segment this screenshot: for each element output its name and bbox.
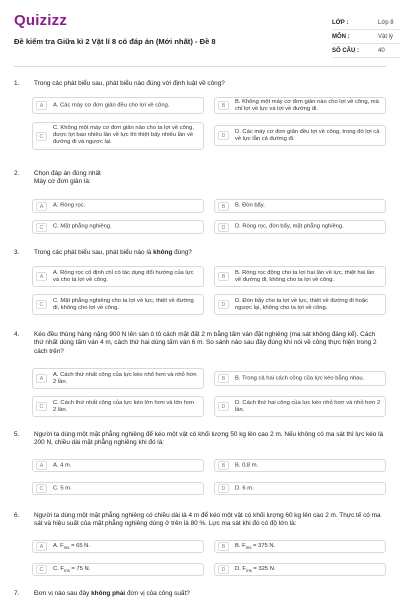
question-number: 4. xyxy=(14,331,20,338)
option-letter: B xyxy=(218,374,229,383)
option-text: C. Mặt phẳng nghiêng. xyxy=(53,223,112,230)
option-letter: A xyxy=(36,272,47,281)
option-text: B. Đòn bẩy. xyxy=(235,202,265,209)
question-text: Người ta dùng một mặt phẳng nghiêng để kéo một vật có khối lượng 50 kg lên cao 2 m. Nếu không có ma sát thì lực kéo là 200 N, chiều dài mặt phẳng nghiêng khi đó là: xyxy=(34,431,384,447)
option-d[interactable] xyxy=(214,482,386,495)
force-symbol: C. F xyxy=(53,565,64,572)
option-text: D. 6 m. xyxy=(235,484,254,491)
option-text xyxy=(53,542,199,550)
question-text-start: Đơn vị nào sau đây xyxy=(34,590,92,597)
meta-value: 40 xyxy=(378,48,385,54)
option-letter: D xyxy=(218,565,229,574)
option-letter: D xyxy=(218,300,229,309)
meta-label: SỐ CÂU : xyxy=(332,48,359,54)
option-letter: D xyxy=(218,131,229,140)
option-text xyxy=(235,565,381,573)
force-value: = 325 N. xyxy=(251,565,276,572)
force-subscript: ms xyxy=(245,567,252,573)
meta-info xyxy=(332,16,400,58)
option-c[interactable] xyxy=(32,482,204,495)
question-number: 1. xyxy=(14,80,20,87)
option-letter: B xyxy=(218,202,229,211)
option-text: A. Ròng rọc. xyxy=(53,202,86,209)
option-b[interactable] xyxy=(214,540,386,553)
option-letter: A xyxy=(36,374,47,383)
option-text: D. Các máy cơ đơn giản đều lợi về công, trong đó lợi cả về lực lẫn cả đường đi. xyxy=(235,128,380,142)
option-text xyxy=(53,565,199,573)
option-a[interactable] xyxy=(32,540,204,553)
question-text-emphasis: không xyxy=(153,249,173,256)
option-text: D. Ròng rọc, đòn bẩy, mặt phẳng nghiêng. xyxy=(235,223,344,230)
option-letter: A xyxy=(36,202,47,211)
question-text xyxy=(34,590,386,598)
question-text: Trong các phát biểu sau, phát biểu nào đúng với định luật về công? xyxy=(34,80,225,87)
option-d[interactable] xyxy=(214,294,386,315)
force-symbol: D. F xyxy=(235,565,246,572)
option-text: B. Không một máy cơ đơn giản nào cho lợi về công, mà chỉ lợi về lực và lợi về đường đi. xyxy=(235,98,379,112)
question-text-emphasis: không phải xyxy=(91,590,126,597)
option-a[interactable] xyxy=(32,266,204,287)
option-a[interactable] xyxy=(32,97,204,114)
option-a[interactable] xyxy=(32,459,204,472)
option-text: B. Ròng rọc động cho ta lợi hai lần về lực, thiệt hai lần về đường đi, không cho ta lợi về công. xyxy=(235,269,375,283)
question-text-start: Trong các phát biểu sau, phát biểu nào là xyxy=(34,249,154,256)
quizizz-logo: Quizizz xyxy=(14,12,68,29)
option-b[interactable] xyxy=(214,266,386,287)
option-text: C. Không một máy cơ đơn giản nào cho ta lợi về công, được lợi bao nhiêu lần về lực thì thiệt bấy nhiêu lần về đường đi và ngược lại. xyxy=(53,125,194,146)
meta-label: MÔN : xyxy=(332,34,350,40)
option-letter: C xyxy=(36,132,47,141)
force-subscript: ms xyxy=(63,567,70,573)
option-b[interactable] xyxy=(214,459,386,472)
question-number: 7. xyxy=(14,590,20,597)
option-text: A. 4 m. xyxy=(53,461,72,468)
option-letter: C xyxy=(36,484,47,493)
option-text: A. Các máy cơ đơn giản đều cho lợi về công. xyxy=(53,101,170,108)
option-text xyxy=(235,542,381,550)
option-letter: C xyxy=(36,300,47,309)
option-c[interactable] xyxy=(32,220,204,234)
option-d[interactable] xyxy=(214,563,386,576)
option-b[interactable] xyxy=(214,97,386,114)
force-symbol: A. F xyxy=(53,542,64,549)
question-text-end: đơn vị của công suất? xyxy=(125,590,190,597)
meta-label: LỚP : xyxy=(332,20,349,26)
force-subscript: ms xyxy=(245,544,252,550)
worksheet-header xyxy=(14,10,394,66)
question-text xyxy=(34,249,386,257)
option-letter: D xyxy=(218,402,229,411)
option-letter: D xyxy=(218,484,229,493)
option-letter: A xyxy=(36,101,47,110)
option-c[interactable] xyxy=(32,122,204,150)
option-text: D. Đòn bẩy cho ta lợi về lực, thiệt về đường đi hoặc ngược lại, không cho ta lợi về công. xyxy=(235,297,368,311)
option-letter: C xyxy=(36,223,47,232)
meta-value: Lớp 8 xyxy=(378,20,394,26)
option-d[interactable] xyxy=(214,396,386,417)
option-d[interactable] xyxy=(214,125,386,146)
question-number: 5. xyxy=(14,431,20,438)
option-text: A. Ròng rọc cố định chỉ có tác dụng đổi hướng của lực và cho ta lợi về công. xyxy=(53,269,194,283)
force-value: = 65 N. xyxy=(69,542,90,549)
option-text: C. 5 m. xyxy=(53,484,72,491)
option-letter: C xyxy=(36,402,47,411)
question-number: 2. xyxy=(14,170,20,177)
option-letter: B xyxy=(218,542,229,551)
question-text: Kéo đều thùng hàng nặng 900 N lên sàn ô tô cách mặt đất 2 m bằng tấm ván đặt nghiêng (ma sát không đáng kể). Cách thứ nhất dùng tấm ván 4 m, cách thứ hai dùng tấm ván 6 m. So sánh nào sau đây đúng khi nói về công thực hiện trong 2 cách trên? xyxy=(34,331,377,355)
option-a[interactable] xyxy=(32,199,204,213)
option-letter: B xyxy=(218,461,229,470)
option-letter: C xyxy=(36,565,47,574)
meta-value: Vật lý xyxy=(378,34,394,40)
question-text: Người ta dùng một mặt phẳng nghiêng có chiều dài là 4 m để kéo một vật có khối lượng 60 kg lên cao 2 m. Thực tế có ma sát và hiệu suất của mặt phẳng nghiêng dùng ở trên là 80 %. Lực ma sát khi đó có độ lớn là: xyxy=(34,512,381,528)
meta-row-count xyxy=(332,44,400,58)
question-text-end: đúng? xyxy=(172,249,192,256)
option-letter: B xyxy=(218,101,229,110)
option-text: B. 0,8 m. xyxy=(235,461,259,468)
question-number: 3. xyxy=(14,249,20,256)
option-text: A. Cách thứ nhất công của lực kéo nhỏ hơn và nhỏ hơn 2 lần. xyxy=(53,371,197,385)
option-d[interactable] xyxy=(214,220,386,234)
option-c[interactable] xyxy=(32,396,204,417)
option-b[interactable] xyxy=(214,371,386,386)
option-text: D. Cách thứ hai công của lực kéo nhỏ hơn và nhỏ hơn 2 lần. xyxy=(235,399,381,413)
meta-row-subject xyxy=(332,30,400,44)
force-value: = 75 N. xyxy=(69,565,91,572)
document-title: Đề kiểm tra Giữa kì 2 Vật lí 8 có đáp án (Mới nhất) - Đề 8 xyxy=(14,37,216,46)
option-c[interactable] xyxy=(32,294,204,315)
option-b[interactable] xyxy=(214,199,386,213)
option-a[interactable] xyxy=(32,368,204,389)
option-letter: B xyxy=(218,272,229,281)
option-letter: A xyxy=(36,542,47,551)
option-c[interactable] xyxy=(32,563,204,576)
force-value: = 375 N. xyxy=(251,542,276,549)
option-text: B. Trong cả hai cách công của lực kéo bằng nhau. xyxy=(235,374,365,381)
option-letter: D xyxy=(218,223,229,232)
header-divider xyxy=(14,66,386,67)
question-text: Chọn đáp án đúng nhất Máy cơ đơn giản là: xyxy=(34,170,101,186)
option-text: C. Mặt phẳng nghiêng cho ta lợi về lực, thiệt về đường đi, không cho lợi về công. xyxy=(53,297,194,311)
option-letter: A xyxy=(36,461,47,470)
question-number: 6. xyxy=(14,512,20,519)
option-text: C. Cách thứ nhất công của lực kéo lớn hơn và lớn hơn 2 lần. xyxy=(53,399,195,413)
meta-row-class xyxy=(332,16,400,30)
force-subscript: ms xyxy=(63,544,70,550)
force-symbol: B. F xyxy=(235,542,246,549)
